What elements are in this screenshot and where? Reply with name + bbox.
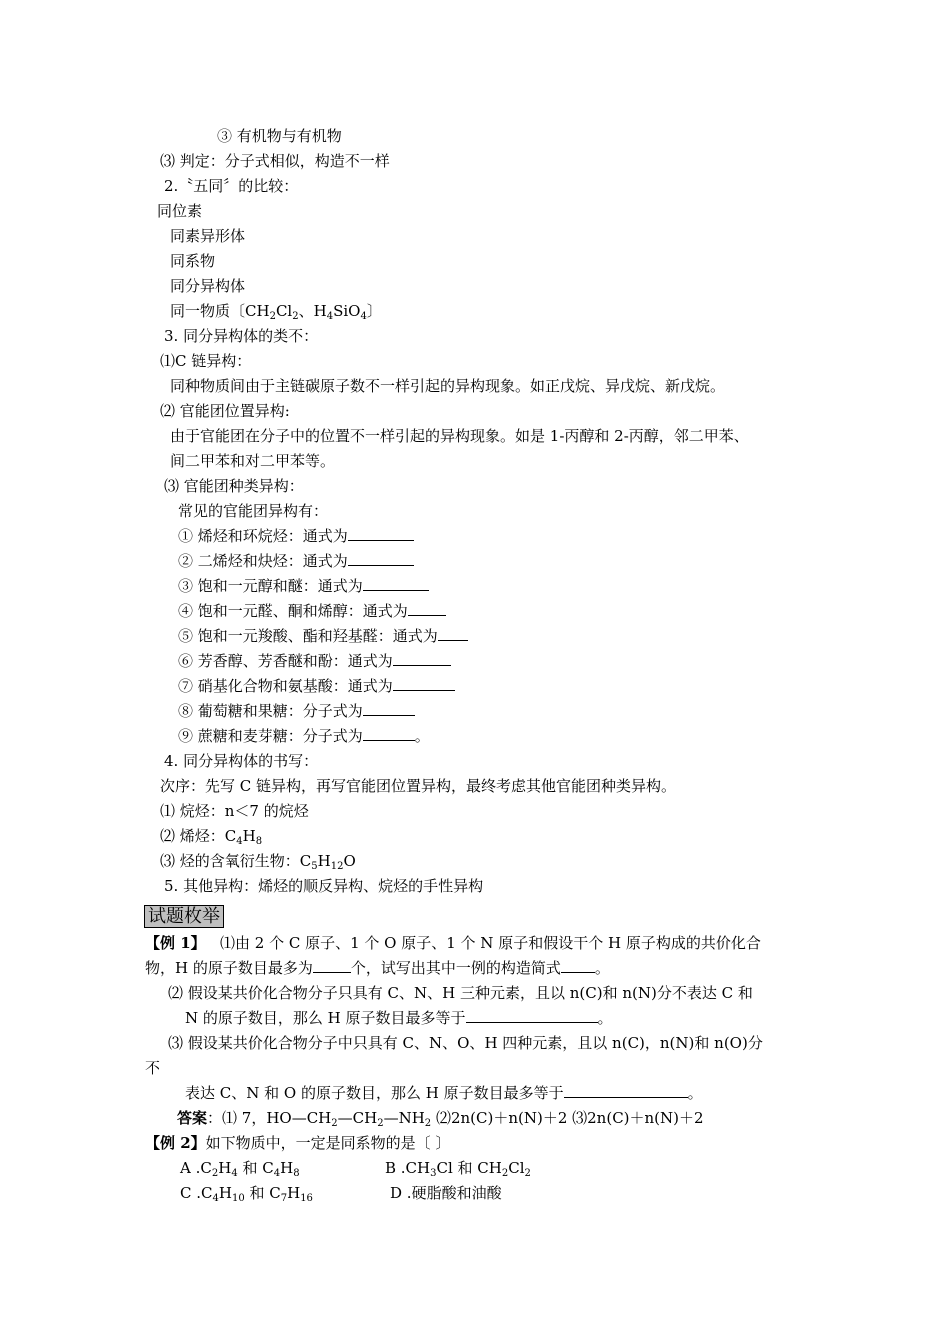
formula-line: ⑵ 烯烃：$C_4H_8$: [160, 827, 263, 847]
section-heading: 试题枚举: [144, 906, 224, 928]
text-line: 由于官能团在分子中的位置不一样引起的异构现象。如是 1-丙醇和 2-丙醇，邻二甲苯、: [170, 427, 749, 445]
text-line: ⑶ 官能团种类异构：: [164, 477, 304, 495]
blank-line: [313, 958, 351, 973]
list-item: ⑤ 饱和一元羧酸、酯和羟基醛：通式为: [178, 626, 468, 646]
blank-line: [348, 526, 414, 541]
example-1-line: ⑶ 假设某共价化合物分子中只具有 C、N、O、H 四种元素，且以 n(C)，n(N)和 n(O)分: [168, 1034, 763, 1052]
blank-line: [363, 701, 415, 716]
blank-line: [561, 958, 595, 973]
option-a: A $.C_2H_4$ 和 $C_4H_8$: [180, 1159, 300, 1179]
text-line: 次序：先写 C 链异构，再写官能团位置异构，最终考虑其他官能团种类异构。: [160, 777, 677, 795]
option-c: C $.C_4H_{10}$ 和 $C_7H_{16}$: [180, 1184, 313, 1204]
blank-line: [438, 626, 468, 641]
text-line: 同种物质间由于主链碳原子数不一样引起的异构现象。如正戊烷、异戊烷、新戊烷。: [170, 377, 726, 395]
list-item: ⑧ 葡萄糖和果糖：分子式为: [178, 701, 415, 721]
option-d: D .硬脂酸和油酸: [390, 1184, 502, 1202]
text-line: 常见的官能团异构有：: [178, 502, 329, 520]
example-1-line: 物，H 的原子数目最多为 个，试写出其中一例的构造简式 。: [145, 959, 610, 977]
example-1-line: 表达 C、N 和 O 的原子数目，那么 H 原子数目最多等于 。: [185, 1084, 703, 1102]
blank-line: [393, 676, 455, 691]
text-line: ③ 有机物与有机物: [217, 127, 342, 145]
example-1-line: 【例 1】 ⑴由 2 个 C 原子、1 个 O 原子、1 个 N 原子和假设干个 H 原子构成的共价化合: [145, 934, 761, 952]
text-line: 间二甲苯和对二甲苯等。: [170, 452, 336, 470]
list-item: ⑥ 芳香醇、芳香醚和酚：通式为: [178, 651, 451, 671]
text-line: 同分异构体: [170, 277, 246, 295]
answer-line: 答案：⑴ 7，$HO—CH_2—CH_2—NH_2$ ⑵2n(C)＋n(N)＋2 ⑶2n(C)＋n(N)＋2: [177, 1109, 704, 1129]
text-line: 同系物: [170, 252, 216, 270]
formula-line: 同一物质〔$CH_2Cl_2$、$H_4SiO_4$〕: [170, 302, 382, 322]
list-item: ① 烯烃和环烷烃：通式为: [178, 526, 414, 546]
blank-line: [466, 1008, 598, 1023]
text-line: 4. 同分异构体的书写：: [164, 752, 319, 770]
example-2-line: 【例 2】如下物质中，一定是同系物的是〔 〕: [145, 1134, 451, 1152]
text-line: 同素异形体: [170, 227, 246, 245]
example-1-line: 不: [145, 1059, 161, 1077]
blank-line: [408, 601, 446, 616]
list-item: ④ 饱和一元醛、酮和烯醇：通式为: [178, 601, 446, 621]
text-line: 2.〝五同〞的比较：: [164, 177, 299, 195]
example-1-line: ⑵ 假设某共价化合物分子只具有 C、N、H 三种元素，且以 n(C)和 n(N)分不表达 C 和: [168, 984, 753, 1002]
blank-line: [393, 651, 451, 666]
text-line: ⑴ 烷烃：n＜7 的烷烃: [160, 802, 309, 820]
blank-line: [564, 1083, 688, 1098]
list-item: ③ 饱和一元醇和醚：通式为: [178, 576, 429, 596]
text-line: ⑵ 官能团位置异构:: [160, 402, 290, 420]
text-line: 3. 同分异构体的类不：: [164, 327, 319, 345]
text-line: ⑴C 链异构：: [160, 352, 252, 370]
list-item: ② 二烯烃和炔烃：通式为: [178, 551, 414, 571]
blank-line: [348, 551, 414, 566]
blank-line: [363, 726, 415, 741]
example-1-line: N 的原子数目，那么 H 原子数目最多等于 。: [185, 1009, 613, 1027]
list-item: ⑦ 硝基化合物和氨基酸：通式为: [178, 676, 455, 696]
blank-line: [363, 576, 429, 591]
text-line: ⑶ 判定：分子式相似，构造不一样: [160, 152, 390, 170]
text-line: 同位素: [157, 202, 203, 220]
option-b: B $.CH_3Cl$ 和 $CH_2Cl_2$: [385, 1159, 531, 1179]
text-line: 5. 其他异构：烯烃的顺反异构、烷烃的手性异构: [164, 877, 484, 895]
list-item: ⑨ 蔗糖和麦芽糖：分子式为 。: [178, 727, 430, 745]
formula-line: ⑶ 烃的含氧衍生物：$C_5H_{12}O$: [160, 852, 356, 872]
